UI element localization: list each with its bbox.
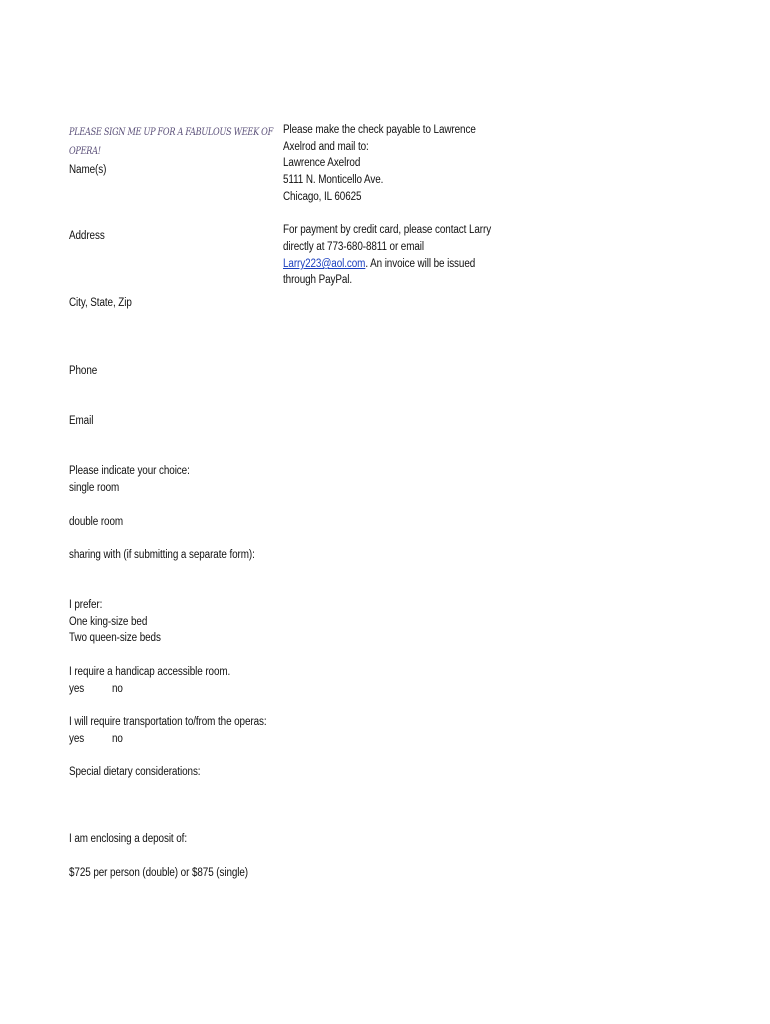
double-room-option: double room: [69, 516, 124, 528]
form-title-line-1: PLEASE SIGN ME UP FOR A FABULOUS WEEK OF: [69, 126, 273, 138]
handicap-no-option: no: [112, 683, 123, 695]
king-bed-option: One king-size bed: [69, 616, 148, 628]
email-label: Email: [69, 415, 94, 427]
handicap-label: I require a handicap accessible room.: [69, 666, 231, 678]
dietary-label: Special dietary considerations:: [69, 766, 201, 778]
email-link[interactable]: Larry223@aol.com: [283, 258, 366, 270]
deposit-label: I am enclosing a deposit of:: [69, 833, 187, 845]
prefer-label: I prefer:: [69, 599, 103, 611]
single-room-option: single room: [69, 482, 120, 494]
queen-beds-option: Two queen-size beds: [69, 632, 161, 644]
choice-label: Please indicate your choice:: [69, 465, 190, 477]
credit-card-line-3: [283, 256, 475, 273]
handicap-options: [69, 681, 123, 698]
payee-city: Chicago, IL 60625: [283, 191, 362, 203]
names-label: Name(s): [69, 164, 107, 176]
transport-yes-option: yes: [69, 733, 85, 745]
invoice-note: . An invoice will be issued: [365, 258, 476, 270]
transport-label: I will require transportation to/from the operas:: [69, 716, 267, 728]
form-title: [69, 123, 273, 161]
sharing-with-label: sharing with (if submitting a separate form):: [69, 549, 255, 561]
check-instructions-line-1: Please make the check payable to Lawrence: [283, 124, 476, 136]
transport-no-option: no: [112, 733, 123, 745]
handicap-yes-option: yes: [69, 683, 85, 695]
address-label: Address: [69, 230, 105, 242]
deposit-amount: $725 per person (double) or $875 (single): [69, 867, 249, 879]
credit-card-line-4: through PayPal.: [283, 274, 353, 286]
payee-name: Lawrence Axelrod: [283, 157, 361, 169]
city-state-zip-label: City, State, Zip: [69, 297, 132, 309]
transport-options: [69, 731, 123, 748]
check-instructions-line-2: Axelrod and mail to:: [283, 141, 369, 153]
credit-card-line-1: For payment by credit card, please contact Larry: [283, 224, 492, 236]
form-title-line-2: OPERA!: [69, 145, 101, 157]
phone-label: Phone: [69, 365, 98, 377]
payee-street: 5111 N. Monticello Ave.: [283, 174, 384, 186]
credit-card-line-2: directly at 773-680-8811 or email: [283, 241, 425, 253]
